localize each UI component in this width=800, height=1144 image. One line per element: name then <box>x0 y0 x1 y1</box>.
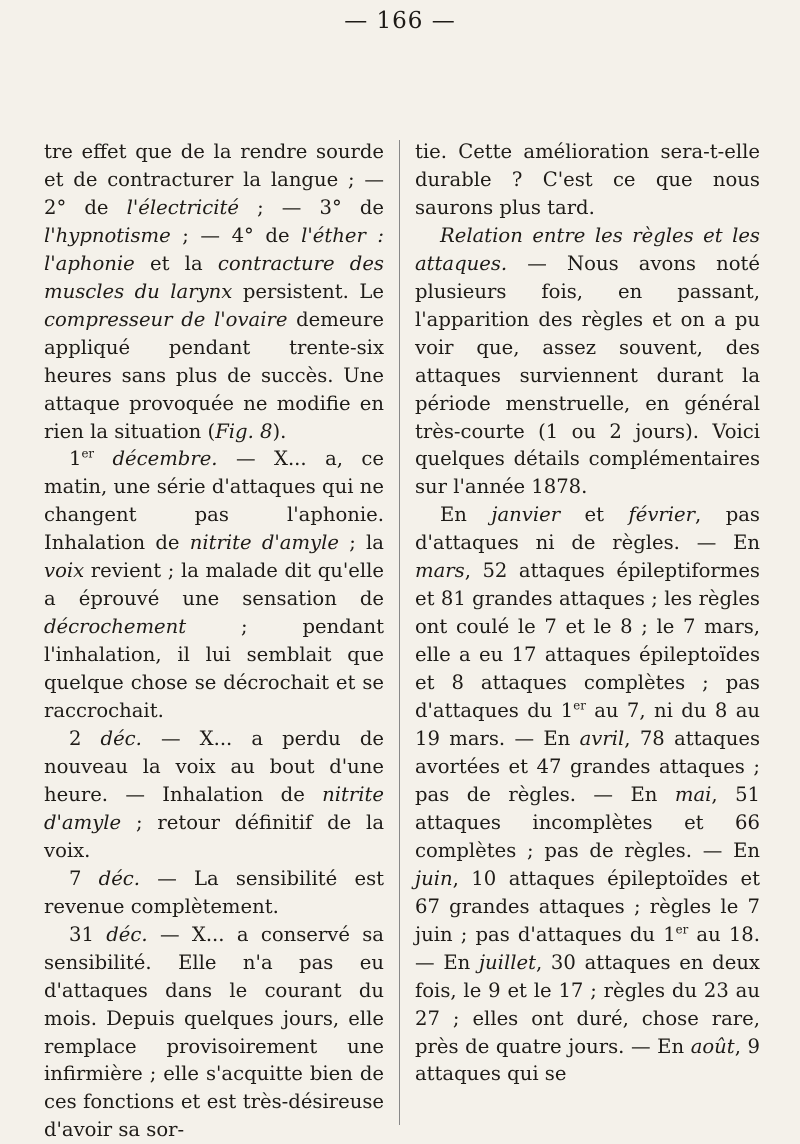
paragraph: En janvier et février, pas d'attaques ni de règles. — En mars, 52 attaques épileptiformes et 81 grandes attaques ; les règles ont coulé le 7 et le 8 ; le 7 mars, elle a eu 17 attaques épileptoïdes et 8 attaques complètes ; pas d'attaques du 1er au 7, ni du 8 au 19 mars. — En avril, 78 attaques avortées et 47 grandes attaques ; pas de règles. — En mai, 51 attaques incomplètes et 66 complètes ; pas de règles. — En juin, 10 attaques épileptoïdes et 67 grandes attaques ; règles le 7 juin ; pas d'attaques du 1er au 18. — En juillet, 30 attaques en deux fois, le 9 et le 17 ; règles du 23 au 27 ; elles ont duré, chose rare, près de quatre jours. — En août, 9 attaques qui se <box>415 503 761 1086</box>
paragraph: Relation entre les règles et les attaques. — Nous avons noté plusieurs fois, en passant, l'apparition des règles et on a pu voir que, assez souvent, des attaques surviennent durant la période menstruelle, en général très-courte (1 ou 2 jours). Voici quelques détails complémentaires sur l'année 1878. <box>415 223 760 499</box>
paragraph: 1er décembre. — X... a, ce matin, une série d'attaques qui ne changent pas l'aphonie. Inhalation de nitrite d'amyle ; la voix revient ; la malade dit qu'elle a éprouvé une sensation de décrochement ; pendant l'inhalation, il lui semblait que quelque chose se décrochait et se raccrochait. <box>44 446 385 723</box>
column-divider <box>399 140 400 1125</box>
paragraph: 31 déc. — X... a conservé sa sensibilité. Elle n'a pas eu d'attaques dans le courant du mois. Depuis quelques jours, elle remplace provisoirement une infirmière ; elle s'acquitte bien de ces fonctions et est très-désireuse d'avoir sa sor- <box>44 922 384 1142</box>
paragraph: tre effet que de la rendre sourde et de contracturer la langue ; — 2° de l'électricité ; — 3° de l'hypnotisme ; — 4° de l'éther : l'aphonie et la contracture des muscles du larynx persistent. Le compresseur de l'ovaire demeure appliqué pendant trente-six heures sans plus de succès. Une attaque provoquée ne modifie en rien la situation (Fig. 8). <box>44 140 385 443</box>
left-column <box>44 138 385 1142</box>
paragraph: 2 déc. — X... a perdu de nouveau la voix au bout d'une heure. — Inhalation de nitrite d'amyle ; retour définitif de la voix. <box>44 727 384 862</box>
right-column <box>415 138 760 1128</box>
paragraph: 7 déc. — La sensibilité est revenue complètement. <box>44 866 384 918</box>
paragraph: tie. Cette amélioration sera-t-elle durable ? C'est ce que nous saurons plus tard. <box>415 140 760 219</box>
page-number: — 166 — <box>344 8 456 34</box>
